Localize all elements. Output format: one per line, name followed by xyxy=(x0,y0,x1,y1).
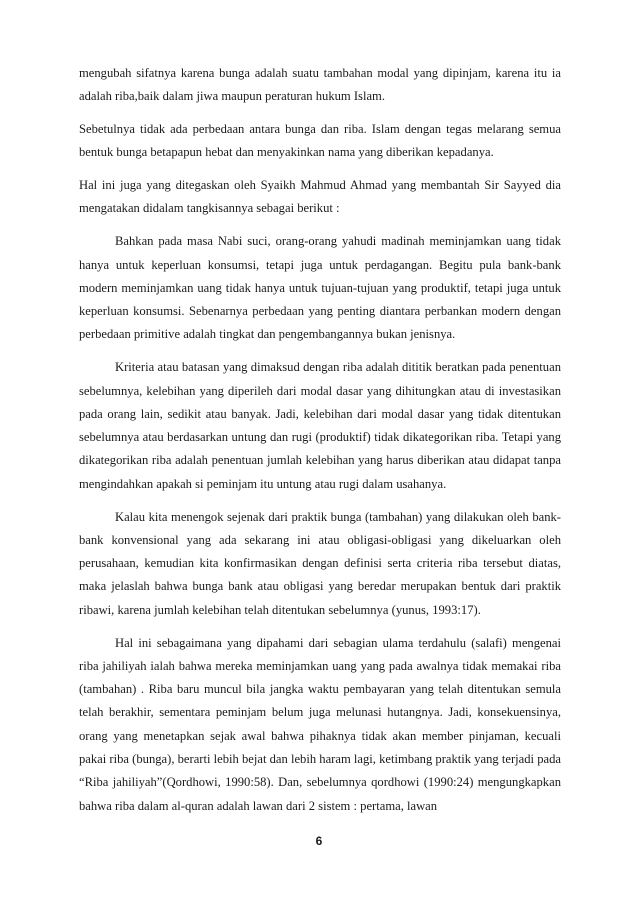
paragraph-6: Kalau kita menengok sejenak dari praktik bunga (tambahan) yang dilakukan oleh bank-bank konvensional yang ada sekarang ini atau obligasi-obligasi yang dikeluarkan oleh perusahaan, kemudian kita konfirmasikan dengan definisi serta criteria riba tersebut diatas, maka jelaslah bahwa bunga bank atau obligasi yang beredar merupakan bentuk dari praktik ribawi, karena jumlah kelebihan telah ditentukan sebelumnya (yunus, 1993:17). xyxy=(79,509,561,617)
paragraph-3: Hal ini juga yang ditegaskan oleh Syaikh Mahmud Ahmad yang membantah Sir Sayyed dia mengatakan didalam tangkisannya sebagai berikut : xyxy=(79,178,561,216)
paragraph-5: Kriteria atau batasan yang dimaksud dengan riba adalah dititik beratkan pada penentuan sebelumnya, kelebihan yang diperileh dari modal dasar yang dihitungkan atau di investasikan pada orang lain, sedikit atau banyak. Jadi, kelebihan dari modal dasar yang tidak ditentukan sebelumnya atau berdasarkan untung dan rugi (produktif) tidak dikategorikan riba. Tetapi yang dikategorikan riba adalah penentuan jumlah kelebihan yang harus diberikan atau didapat tanpa mengindahkan apakah si peminjam itu untung atau rugi dalam usahanya. xyxy=(79,360,561,491)
page-number: 6 xyxy=(315,834,323,848)
body-text xyxy=(79,62,561,827)
paragraph-1: mengubah sifatnya karena bunga adalah suatu tambahan modal yang dipinjam, karena itu ia adalah riba,baik dalam jiwa maupun peraturan hukum Islam. xyxy=(79,66,561,104)
paragraph-2: Sebetulnya tidak ada perbedaan antara bunga dan riba. Islam dengan tegas melarang semua bentuk bunga betapapun hebat dan menyakinkan nama yang diberikan kepadanya. xyxy=(79,122,561,160)
paragraph-7: Hal ini sebagaimana yang dipahami dari sebagian ulama terdahulu (salafi) mengenai riba jahiliyah ialah bahwa mereka meminjamkan uang yang pada awalnya tidak memakai riba (tambahan) . Riba baru muncul bila jangka waktu pembayaran yang telah ditentukan semula telah berakhir, sementara peminjam belum juga melunasi hutangnya. Jadi, konsekuensinya, orang yang menetapkan sejak awal bahwa pihaknya tidak akan member pinjaman, kecuali pakai riba (bunga), berarti lebih bejat dan lebih haram lagi, ketimbang praktik yang terjadi pada “Riba jahiliyah”(Qordhowi, 1990:58). Dan, sebelumnya qordhowi (1990:24) mengungkapkan bahwa riba dalam al-quran adalah lawan dari 2 sistem : pertama, lawan xyxy=(79,635,561,813)
paragraph-4: Bahkan pada masa Nabi suci, orang-orang yahudi madinah meminjamkan uang tidak hanya untuk keperluan konsumsi, tetapi juga untuk perdagangan. Begitu pula bank-bank modern meminjamkan uang tidak hanya untuk tujuan-tujuan yang produktif, tetapi juga untuk keperluan konsumsi. Sebenarnya perbedaan yang penting diantara perbankan modern dengan perbedaan primitive adalah tingkat dan pengembangannya bukan jenisnya. xyxy=(79,234,561,342)
